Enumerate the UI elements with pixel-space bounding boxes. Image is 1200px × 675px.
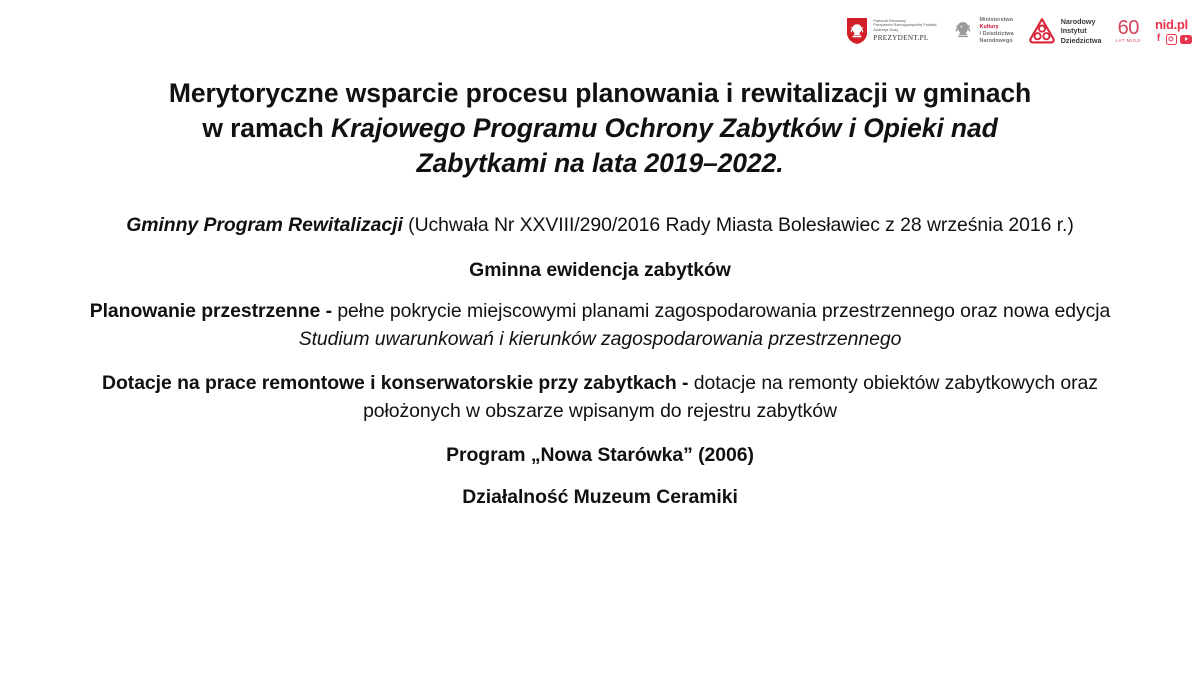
nid-line-1: Narodowy [1060, 16, 1096, 26]
dotacje-label: Dotacje na prace remontowe i konserwatorskie przy zabytkach - [102, 372, 689, 395]
gpr-title: Gminny Program Rewitalizacji [126, 214, 403, 236]
paragraph-gminna-ewidencja-zabytkow: Gminna ewidencja zabytków [469, 258, 731, 281]
mkidn-line-3: i Dziedzictwa [979, 31, 1014, 37]
patronat-line-2: Prezydenta Rzeczypospolitej Polskiej [873, 23, 937, 28]
slide-title-line-2-italic: Krajowego Programu Ochrony Zabytków i Opieki nad [331, 112, 998, 143]
planowanie-studium-italic: Studium uwarunkowań i kierunków zagospodarowania przestrzennego [298, 327, 902, 350]
planowanie-label: Planowanie przestrzenne - [89, 300, 332, 323]
nid-pl-wordmark[interactable]: nid.pl [1155, 16, 1188, 32]
paragraph-dzialalnosc-muzeum-ceramiki: Działalność Muzeum Ceramiki [462, 485, 738, 508]
nid-line-3: Dziedzictwa [1060, 35, 1102, 45]
slide-title-line-1: Merytoryczne wsparcie procesu planowania i rewitalizacji w gminach [168, 78, 1032, 108]
anniversary-number: 60 [1117, 16, 1139, 39]
facebook-icon[interactable]: f [1156, 33, 1161, 44]
gpr-detail: (Uchwała Nr XXVIII/290/2016 Rady Miasta Bolesławiec z 28 września 2016 r.) [402, 214, 1074, 236]
patronat-line-3: Andrzeja Dudy [873, 27, 899, 32]
paragraph-dotacje [88, 370, 1112, 425]
mkidn-line-2: Kultury [979, 23, 999, 30]
patronat-line-1: Patronat Honorowy [873, 19, 906, 24]
planowanie-detail: pełne pokrycie miejscowymi planami zagospodarowania przestrzennego oraz nowa edycja [331, 300, 1111, 323]
slide-title-line-2 [100, 111, 1100, 146]
mkidn-line-4: Narodowego [979, 38, 1013, 45]
paragraph-planowanie-przestrzenne [88, 298, 1112, 353]
slide-title [100, 76, 1100, 181]
slide-body [88, 212, 1112, 525]
slide-title-line-3: Zabytkami na lata 2019–2022. [416, 147, 784, 178]
slide-title-line-2-prefix: w ramach [202, 112, 332, 143]
prezydent-pl-wordmark: PREZYDENT.PL [873, 34, 929, 43]
nid-line-2: Instytut [1060, 26, 1087, 36]
anniversary-caption: LAT MISJI [1115, 38, 1141, 44]
dotacje-detail: dotacje na remonty obiektów zabytkowych oraz położonych w obszarze wpisanym do rejestru zabytków [363, 372, 1098, 422]
paragraph-program-nowa-starowka: Program „Nowa Starówka” (2006) [446, 444, 754, 467]
paragraph-gminny-program-rewitalizacji [88, 212, 1112, 240]
mkidn-line-1: Ministerstwo [979, 16, 1014, 23]
